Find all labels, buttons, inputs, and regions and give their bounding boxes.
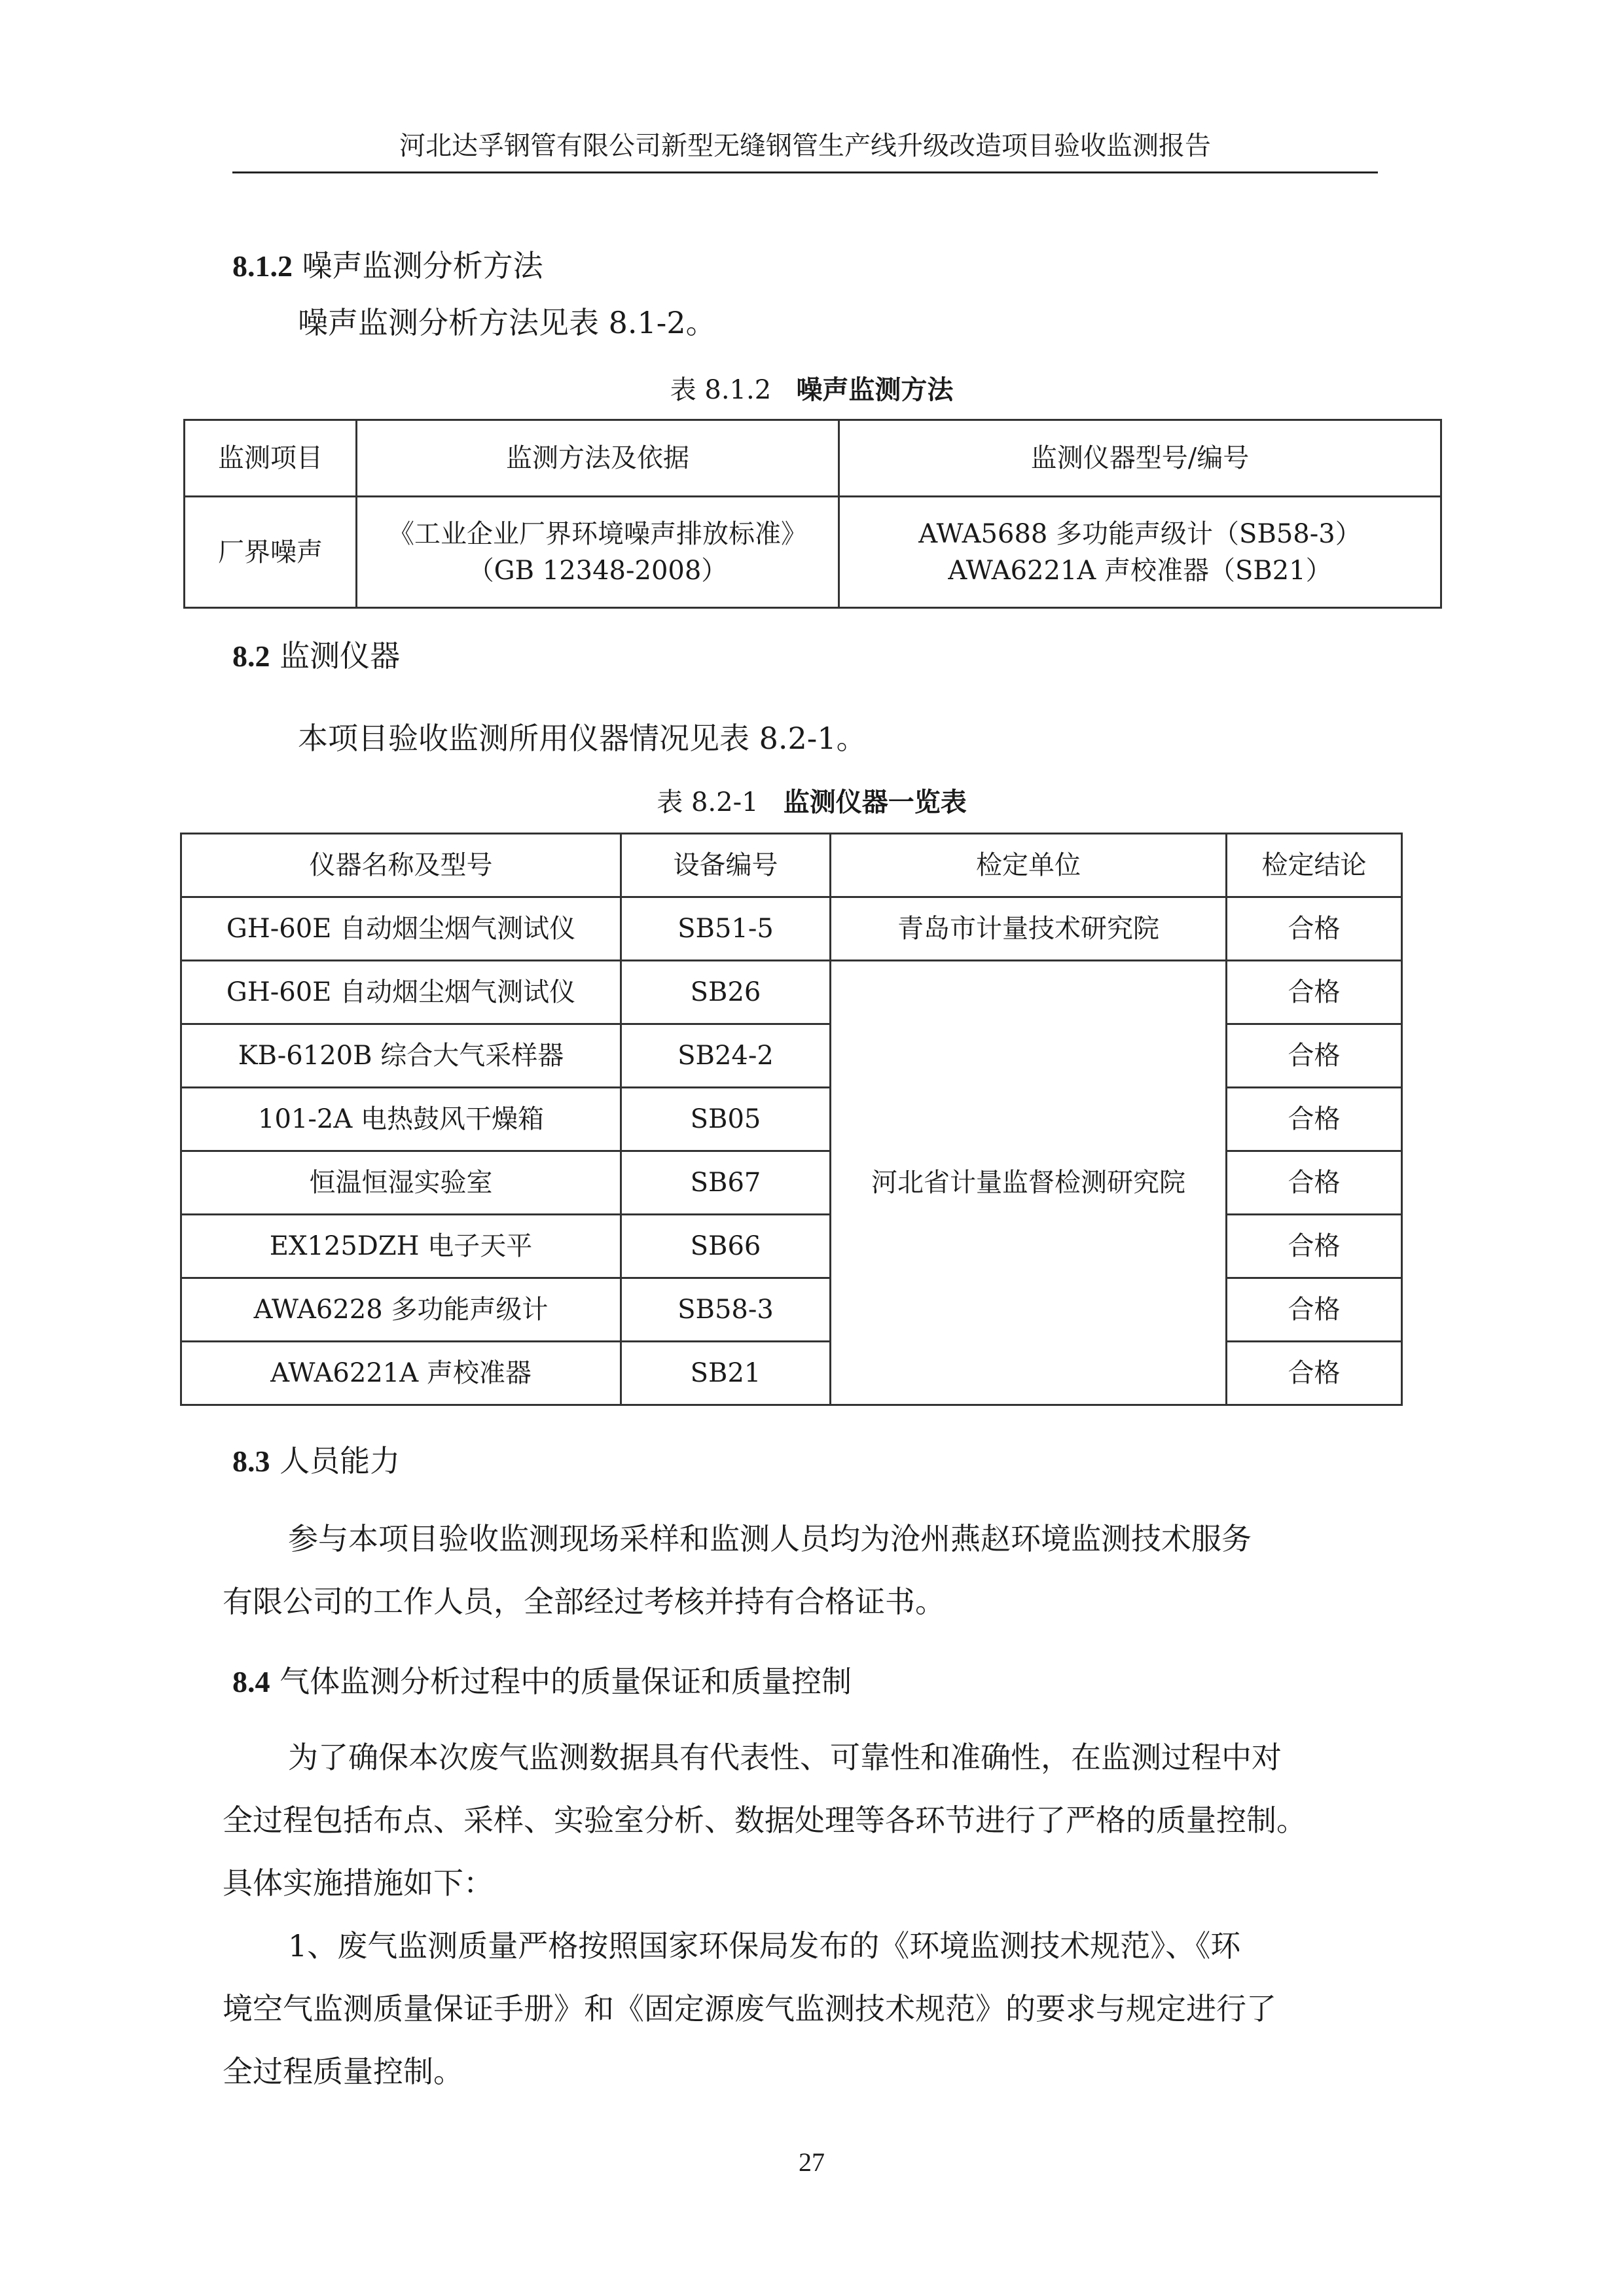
- section-number: 8.2: [232, 639, 270, 673]
- cell-instrument-name: GH-60E 自动烟尘烟气测试仪: [181, 897, 621, 961]
- paragraph-instrument-intro: 本项目验收监测所用仪器情况见表 8.2-1。: [298, 721, 867, 756]
- paragraph-qa-line1: 为了确保本次废气监测数据具有代表性、可靠性和准确性，在监测过程中对: [288, 1740, 1282, 1775]
- instrument-line: AWA5688 多功能声级计（SB58-3）: [918, 518, 1362, 549]
- instrument-table: [180, 833, 1403, 1406]
- cell-device-id: SB05: [621, 1088, 831, 1151]
- cell-verification-result: 合格: [1227, 961, 1402, 1024]
- cell-instrument-name: AWA6221A 声校准器: [181, 1342, 621, 1405]
- table-cell-item: 厂界噪声: [185, 497, 357, 608]
- cell-instrument-name: 恒温恒湿实验室: [181, 1151, 621, 1215]
- paragraph-personnel-line2: 有限公司的工作人员，全部经过考核并持有合格证书。: [223, 1584, 945, 1619]
- noise-method-table: [183, 419, 1442, 609]
- cell-verification-result: 合格: [1227, 1215, 1402, 1278]
- column-header: 检定结论: [1227, 834, 1402, 897]
- section-number: 8.3: [232, 1444, 270, 1478]
- cell-verification-result: 合格: [1227, 1088, 1402, 1151]
- section-heading-8-2: [232, 636, 400, 676]
- table-caption-8-2-1: [576, 785, 1047, 819]
- cell-device-id: SB26: [621, 961, 831, 1024]
- cell-device-id: SB58-3: [621, 1278, 831, 1342]
- table-caption-8-1-2: [576, 373, 1047, 407]
- caption-title: 监测仪器一览表: [783, 787, 967, 817]
- section-title: 监测仪器: [280, 638, 401, 673]
- table-cell-instrument: [839, 497, 1441, 608]
- paragraph-qa-item1-line3: 全过程质量控制。: [223, 2054, 463, 2089]
- cell-verification-result: 合格: [1227, 1342, 1402, 1405]
- table-row: [181, 897, 1402, 961]
- cell-verification-unit: 青岛市计量技术研究院: [831, 897, 1227, 961]
- table-row: [185, 497, 1441, 608]
- cell-verification-result: 合格: [1227, 1151, 1402, 1215]
- instrument-line: AWA6221A 声校准器（SB21）: [948, 555, 1332, 586]
- column-header: 检定单位: [831, 834, 1227, 897]
- section-heading-8-1-2: [232, 246, 543, 286]
- section-title: 人员能力: [280, 1443, 401, 1479]
- running-header: 河北达孚钢管有限公司新型无缝钢管生产线升级改造项目验收监测报告: [399, 131, 1211, 161]
- paragraph-qa-line2: 全过程包括布点、采样、实验室分析、数据处理等各环节进行了严格的质量控制。: [223, 1803, 1307, 1838]
- column-header: 监测方法及依据: [357, 420, 839, 497]
- section-number: 8.1.2: [232, 249, 293, 283]
- cell-device-id: SB51-5: [621, 897, 831, 961]
- header-divider: [232, 171, 1378, 173]
- table-row: [181, 961, 1402, 1024]
- cell-device-id: SB66: [621, 1215, 831, 1278]
- caption-number: 表 8.1.2: [670, 375, 772, 405]
- section-number: 8.4: [232, 1665, 270, 1698]
- cell-device-id: SB24-2: [621, 1024, 831, 1088]
- cell-instrument-name: AWA6228 多功能声级计: [181, 1278, 621, 1342]
- column-header: 设备编号: [621, 834, 831, 897]
- caption-number: 表 8.2-1: [657, 787, 759, 817]
- paragraph-qa-item1-line1: 1、废气监测质量严格按照国家环保局发布的《环境监测技术规范》、《环: [288, 1928, 1241, 1964]
- method-code: （GB 12348-2008）: [467, 555, 728, 586]
- cell-device-id: SB21: [621, 1342, 831, 1405]
- column-header: 仪器名称及型号: [181, 834, 621, 897]
- paragraph-qa-item1-line2: 境空气监测质量保证手册》和《固定源废气监测技术规范》的要求与规定进行了: [223, 1991, 1276, 2026]
- paragraph-noise-intro: 噪声监测分析方法见表 8.1-2。: [298, 305, 716, 340]
- cell-verification-result: 合格: [1227, 1024, 1402, 1088]
- section-heading-8-4: [232, 1662, 852, 1702]
- cell-verification-result: 合格: [1227, 897, 1402, 961]
- cell-instrument-name: EX125DZH 电子天平: [181, 1215, 621, 1278]
- table-cell-method: [357, 497, 839, 608]
- paragraph-qa-line3: 具体实施措施如下：: [223, 1865, 494, 1901]
- cell-verification-result: 合格: [1227, 1278, 1402, 1342]
- column-header: 监测仪器型号/编号: [839, 420, 1441, 497]
- cell-verification-unit: 河北省计量监督检测研究院: [831, 961, 1227, 1405]
- table-header-row: [181, 834, 1402, 897]
- caption-title: 噪声监测方法: [796, 374, 954, 405]
- section-heading-8-3: [232, 1441, 400, 1481]
- cell-instrument-name: 101-2A 电热鼓风干燥箱: [181, 1088, 621, 1151]
- method-standard: 《工业企业厂界环境噪声排放标准》: [388, 518, 807, 549]
- cell-instrument-name: GH-60E 自动烟尘烟气测试仪: [181, 961, 621, 1024]
- paragraph-personnel-line1: 参与本项目验收监测现场采样和监测人员均为沧州燕赵环境监测技术服务: [288, 1521, 1252, 1556]
- table-header-row: [185, 420, 1441, 497]
- column-header: 监测项目: [185, 420, 357, 497]
- cell-instrument-name: KB-6120B 综合大气采样器: [181, 1024, 621, 1088]
- section-title: 噪声监测分析方法: [302, 248, 543, 283]
- cell-device-id: SB67: [621, 1151, 831, 1215]
- page-number: 27: [799, 2147, 825, 2177]
- section-title: 气体监测分析过程中的质量保证和质量控制: [280, 1664, 852, 1699]
